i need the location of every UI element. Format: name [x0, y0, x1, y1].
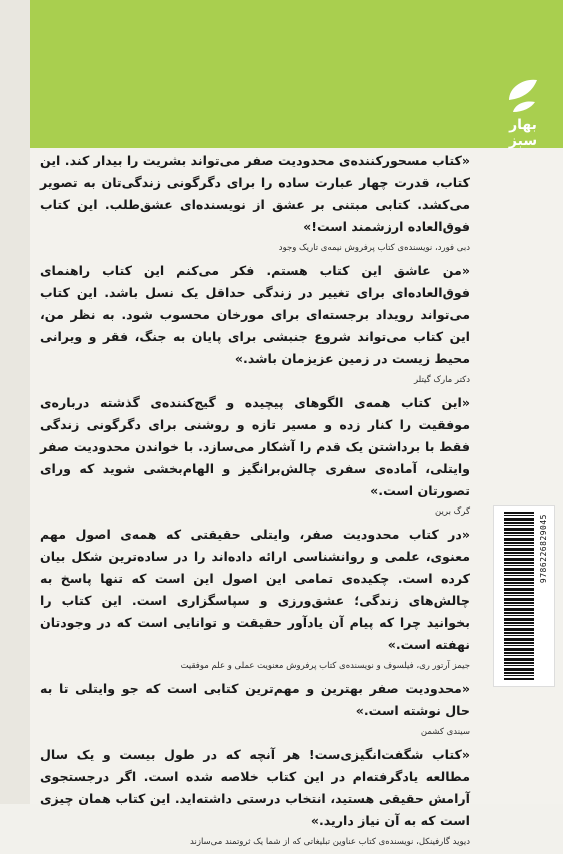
green-header-bar	[30, 0, 563, 148]
blurb-author: دبی فورد، نویسنده‌ی کتاب پرفروش نیمه‌ی تاریک وجود	[278, 243, 470, 253]
blurb-quote: «محدودیت صفر بهترین و مهم‌ترین کتابی است که جو وایتلی تا به حال نوشته است.»	[40, 681, 470, 718]
blurb-author: گرگ برین	[435, 507, 470, 517]
blurb-quote: «در کتاب محدودیت صفر، وایتلی حقیقتی که همه‌ی اصول مهم معنوی، علمی و روانشناسی ارائه داده‌اند را در ساده‌ترین شکل بیان کرده است. چکیده‌ی تمامی این اصول این است که تنها پاسخ به چالش‌های زندگی؛ عشق‌ورزی و سپاسگزاری است. این کتاب را بخوانید چرا که پیام آن یادآور حقیقت و توانایی است که در وجودتان نهفته است.»	[40, 527, 470, 652]
blurb-author: دیوید گارفینکل، نویسنده‌ی کتاب عناوین تبلیغاتی که از شما یک ثروتمند می‌سازند	[190, 837, 470, 847]
publisher-name: بهار سبز	[508, 117, 538, 149]
spine-band	[0, 0, 30, 804]
blurb-author: سیندی کشمن	[420, 727, 470, 737]
barcode-bars	[504, 512, 534, 680]
blurb-quote: «کتاب مسحورکننده‌ی محدودیت صفر می‌تواند بشریت را بیدار کند. این کتاب، قدرت چهار عبارت ساده را برای دگرگونی زندگی‌تان به تصویر می‌کشد. کتابی مبتنی بر عشق از نویسنده‌ای عشق‌طلب. این کتاب فوق‌العاده ارزشمند است!»	[40, 153, 470, 234]
blurb-author: جیمز آرتور ری، فیلسوف و نویسنده‌ی کتاب پرفروش معنویت عملی و علم موفقیت	[180, 661, 470, 671]
barcode	[493, 505, 555, 687]
barcode-number: 9786226829045	[539, 514, 548, 584]
blurb-quote: «این کتاب همه‌ی الگوهای پیچیده و گیج‌کننده‌ی گذشته درباره‌ی موفقیت را کنار زده و مسیر تازه و روشنی برای دگرگونی زندگی فقط با برداشتن یک قدم را آشکار می‌سازد. با خواندن محدودیت صفر وایتلی، آماده‌ی سفری چالش‌برانگیز و الهام‌بخشی شوید که ورای تصورتان است.»	[40, 395, 470, 498]
blurbs-section	[40, 150, 470, 854]
blurb-quote: «کتاب شگفت‌انگیزی‌ست! هر آنچه که در طول بیست و یک سال مطالعه یادگرفته‌ام در این کتاب خلاصه شده است. اگر درجستجوی آرامش حقیقی هستید، انتخاب درستی داشته‌اید. این کتاب همان چیزی است که به آن نیاز دارید.»	[40, 747, 470, 828]
blurb-quote: «من عاشق این کتاب هستم. فکر می‌کنم این کتاب راهنمای فوق‌العاده‌ای برای تغییر در زندگی حداقل یک نسل باشد. این کتاب می‌تواند رویداد برجسته‌ای برای مورخان محسوب شود. به نظر من، این کتاب می‌تواند شروع جنبشی برای پایان به جنگ، فقر و ویرانی محیط زیست در زمین عزیزمان باشد.»	[40, 263, 470, 366]
publisher-logo	[493, 72, 553, 149]
blurb-author: دکتر مارک گیتلر	[413, 375, 470, 385]
leaf-icon	[503, 72, 543, 116]
